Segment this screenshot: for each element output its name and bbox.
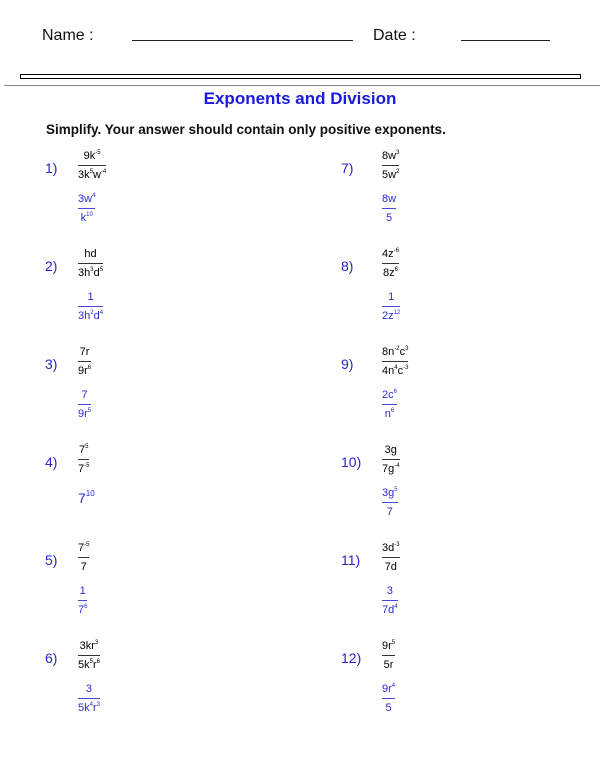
term-base: 7r xyxy=(79,346,90,358)
numerator xyxy=(382,389,397,402)
question-fraction xyxy=(382,542,400,574)
exponent: -2 xyxy=(394,346,400,352)
exponent: -4 xyxy=(394,463,400,469)
numerator xyxy=(84,248,96,261)
term-base: 3h xyxy=(78,267,91,279)
term-base: 7 xyxy=(78,542,85,554)
problem-item xyxy=(45,150,195,246)
denominator xyxy=(78,408,91,421)
exponent: 10 xyxy=(85,489,95,498)
denominator xyxy=(78,310,103,323)
fraction-bar xyxy=(78,600,87,601)
answer-fraction xyxy=(382,585,398,617)
exponent: 4 xyxy=(89,702,93,708)
question-fraction xyxy=(382,444,400,476)
denominator xyxy=(386,702,392,715)
problem-item xyxy=(45,248,195,344)
fraction-bar xyxy=(78,459,89,460)
denominator xyxy=(78,604,87,617)
exponent: 5 xyxy=(391,640,396,646)
fraction-bar xyxy=(382,459,400,460)
problem-item xyxy=(45,640,195,736)
term-base: 3k xyxy=(78,169,90,181)
date-field-line[interactable] xyxy=(461,40,550,41)
denominator xyxy=(78,463,89,476)
fraction-bar xyxy=(382,557,400,558)
exponent: 6 xyxy=(390,408,395,414)
term-base: 9k xyxy=(83,150,96,162)
denominator xyxy=(386,212,392,225)
denominator xyxy=(385,408,394,421)
problem-number: 11) xyxy=(341,552,361,568)
exponent: 6 xyxy=(96,659,100,665)
exponent: 3 xyxy=(96,702,100,708)
answer-fraction xyxy=(78,683,100,715)
term-base: 3d xyxy=(382,542,395,554)
term-base: 7d xyxy=(382,604,395,616)
denominator xyxy=(78,702,100,715)
exponent: 12 xyxy=(393,310,401,316)
denominator xyxy=(385,561,397,574)
numerator xyxy=(78,193,95,206)
fraction-bar xyxy=(78,557,89,558)
term-base: 2z xyxy=(382,310,394,322)
name-label: Name : xyxy=(42,27,94,44)
term-base: 9r xyxy=(78,408,88,420)
term-base: 7 xyxy=(78,604,85,616)
divider xyxy=(4,85,600,86)
exponent: -6 xyxy=(393,248,399,254)
answer-fraction xyxy=(382,193,396,225)
exponent: 2 xyxy=(396,169,400,175)
fraction-bar xyxy=(382,165,399,166)
question-fraction xyxy=(78,150,106,182)
answer-fraction xyxy=(382,389,397,421)
numerator xyxy=(87,291,93,304)
fraction-bar xyxy=(78,655,100,656)
term-base: 7 xyxy=(386,506,393,518)
question-fraction xyxy=(382,640,395,672)
term-base: n xyxy=(384,408,391,420)
denominator xyxy=(81,561,87,574)
problem-number: 12) xyxy=(341,650,362,666)
question-fraction xyxy=(78,248,103,280)
term-base: d xyxy=(93,310,100,322)
numerator xyxy=(80,346,90,359)
problem-number: 6) xyxy=(45,650,58,666)
term-base: 7 xyxy=(78,490,86,506)
term-base: 3w xyxy=(78,193,93,205)
instructions: Simplify. Your answer should contain only positive exponents. xyxy=(46,122,446,137)
term-base: 2c xyxy=(382,389,394,401)
term-base: 3 xyxy=(85,683,93,695)
term-base: 7 xyxy=(78,463,85,475)
problem-item xyxy=(45,444,195,540)
fraction-bar xyxy=(78,404,91,405)
numerator xyxy=(80,585,86,598)
term-base: 9r xyxy=(78,365,88,377)
exponent: 5 xyxy=(85,444,89,450)
term-base: 5 xyxy=(385,212,393,224)
numerator xyxy=(80,640,99,653)
numerator xyxy=(385,444,397,457)
fraction-bar xyxy=(382,600,398,601)
term-base: 1 xyxy=(87,291,94,303)
problem-item xyxy=(341,444,491,540)
question-fraction xyxy=(382,248,399,280)
fraction-bar xyxy=(382,404,397,405)
numerator xyxy=(78,542,89,555)
fraction-bar xyxy=(382,361,408,362)
term-base: 3 xyxy=(386,585,393,597)
denominator xyxy=(387,506,393,519)
term-base: 7d xyxy=(384,561,397,573)
question-fraction xyxy=(382,150,399,182)
answer-fraction xyxy=(382,487,398,519)
denominator xyxy=(81,212,93,225)
fraction-bar xyxy=(78,165,106,166)
problem-number: 3) xyxy=(45,356,58,372)
term-base: 4z xyxy=(382,248,394,260)
problem-item xyxy=(341,346,491,442)
question-fraction xyxy=(78,444,89,476)
answer-fraction xyxy=(78,389,91,421)
term-base: 9r xyxy=(382,640,392,652)
problem-item xyxy=(45,542,195,638)
denominator xyxy=(78,169,106,182)
question-fraction xyxy=(382,346,408,378)
problem-number: 7) xyxy=(341,160,354,176)
term-base: d xyxy=(93,267,100,279)
numerator xyxy=(382,346,408,359)
numerator xyxy=(382,542,400,555)
problem-number: 9) xyxy=(341,356,354,372)
numerator xyxy=(82,389,88,402)
exponent: -5 xyxy=(95,150,101,156)
problem-number: 1) xyxy=(45,160,58,176)
term-base: 8w xyxy=(382,150,397,162)
numerator xyxy=(388,291,394,304)
fraction-bar xyxy=(382,655,395,656)
numerator xyxy=(387,585,393,598)
fraction-bar xyxy=(382,208,396,209)
answer-value xyxy=(78,490,95,506)
denominator xyxy=(78,659,100,672)
answer-fraction xyxy=(382,683,395,715)
denominator xyxy=(78,267,103,280)
term-base: 5r xyxy=(383,659,394,671)
term-base: 3h xyxy=(78,310,91,322)
exponent: 10 xyxy=(86,212,93,218)
exponent: 5 xyxy=(394,487,398,493)
numerator xyxy=(84,150,101,163)
denominator xyxy=(78,365,91,378)
term-base: 7 xyxy=(81,389,88,401)
term-base: 9r xyxy=(382,683,392,695)
term-base: r xyxy=(92,702,97,714)
problem-number: 4) xyxy=(45,454,58,470)
problem-item xyxy=(45,346,195,442)
problem-item xyxy=(341,150,491,246)
exponent: 3 xyxy=(94,640,99,646)
exponent: 4 xyxy=(99,310,104,316)
term-base: c xyxy=(397,365,404,377)
answer-fraction xyxy=(78,193,95,225)
term-base: 3kr xyxy=(79,640,95,652)
exponent: 6 xyxy=(394,267,398,273)
numerator xyxy=(382,193,396,206)
term-base: 3g xyxy=(384,444,397,456)
numerator xyxy=(382,150,399,163)
fraction-bar xyxy=(78,306,103,307)
fraction-bar xyxy=(382,263,399,264)
exponent: 5 xyxy=(87,408,92,414)
fraction-bar xyxy=(78,208,95,209)
term-base: 7g xyxy=(382,463,395,475)
name-field-line[interactable] xyxy=(132,40,353,41)
term-base: hd xyxy=(84,248,97,260)
answer-term xyxy=(78,490,95,506)
exponent: -4 xyxy=(100,169,107,175)
fraction-bar xyxy=(78,263,103,264)
exponent: 5 xyxy=(89,169,93,175)
exponent: 3 xyxy=(90,267,94,273)
term-base: 8w xyxy=(382,193,397,205)
fraction-bar xyxy=(382,502,398,503)
header-double-rule xyxy=(20,74,581,79)
question-fraction xyxy=(78,346,91,378)
term-base: 5k xyxy=(78,659,90,671)
numerator xyxy=(382,248,399,261)
exponent: 3 xyxy=(405,346,409,352)
exponent: 3 xyxy=(396,150,400,156)
numerator xyxy=(79,444,88,457)
denominator xyxy=(383,267,398,280)
denominator xyxy=(382,365,408,378)
answer-fraction xyxy=(78,291,103,323)
numerator xyxy=(382,640,395,653)
term-base: 8n xyxy=(382,346,395,358)
term-base: 7 xyxy=(79,444,86,456)
term-base: 5 xyxy=(385,702,392,714)
exponent: -5 xyxy=(84,542,90,548)
exponent: 4 xyxy=(394,604,398,610)
answer-fraction xyxy=(78,585,87,617)
exponent: 2 xyxy=(90,310,94,316)
numerator xyxy=(86,683,92,696)
denominator xyxy=(382,310,400,323)
problem-item xyxy=(341,640,491,736)
denominator xyxy=(382,604,398,617)
question-fraction xyxy=(78,542,89,574)
term-base: 4n xyxy=(382,365,395,377)
term-base: 7 xyxy=(80,561,87,573)
term-base: 3g xyxy=(382,487,395,499)
exponent: 4 xyxy=(92,193,96,199)
question-fraction xyxy=(78,640,100,672)
problem-number: 2) xyxy=(45,258,58,274)
exponent: -3 xyxy=(394,542,400,548)
problem-item xyxy=(341,248,491,344)
exponent: -3 xyxy=(403,365,409,371)
term-base: c xyxy=(399,346,406,358)
exponent: 5 xyxy=(99,267,104,273)
term-base: w xyxy=(92,169,101,181)
fraction-bar xyxy=(382,698,395,699)
term-base: k xyxy=(80,212,87,224)
term-base: 8z xyxy=(383,267,395,279)
problem-number: 10) xyxy=(341,454,362,470)
date-label: Date : xyxy=(373,27,416,44)
exponent: 4 xyxy=(391,683,396,689)
numerator xyxy=(382,683,395,696)
denominator xyxy=(384,659,394,672)
exponent: 5 xyxy=(89,659,93,665)
numerator xyxy=(382,487,398,500)
worksheet-title: Exponents and Division xyxy=(203,89,397,108)
exponent: 4 xyxy=(394,365,398,371)
fraction-bar xyxy=(78,698,100,699)
denominator xyxy=(382,169,399,182)
term-base: 5k xyxy=(78,702,90,714)
problem-number: 5) xyxy=(45,552,58,568)
exponent: 6 xyxy=(84,604,88,610)
term-base: 5w xyxy=(382,169,397,181)
fraction-bar xyxy=(382,306,400,307)
problem-number: 8) xyxy=(341,258,354,274)
problem-item xyxy=(341,542,491,638)
term-base: 1 xyxy=(79,585,86,597)
fraction-bar xyxy=(78,361,91,362)
term-base: 1 xyxy=(388,291,395,303)
exponent: 6 xyxy=(393,389,397,395)
exponent: -5 xyxy=(84,463,90,469)
exponent: 6 xyxy=(87,365,92,371)
denominator xyxy=(382,463,400,476)
answer-fraction xyxy=(382,291,400,323)
term-base: r xyxy=(92,659,97,671)
